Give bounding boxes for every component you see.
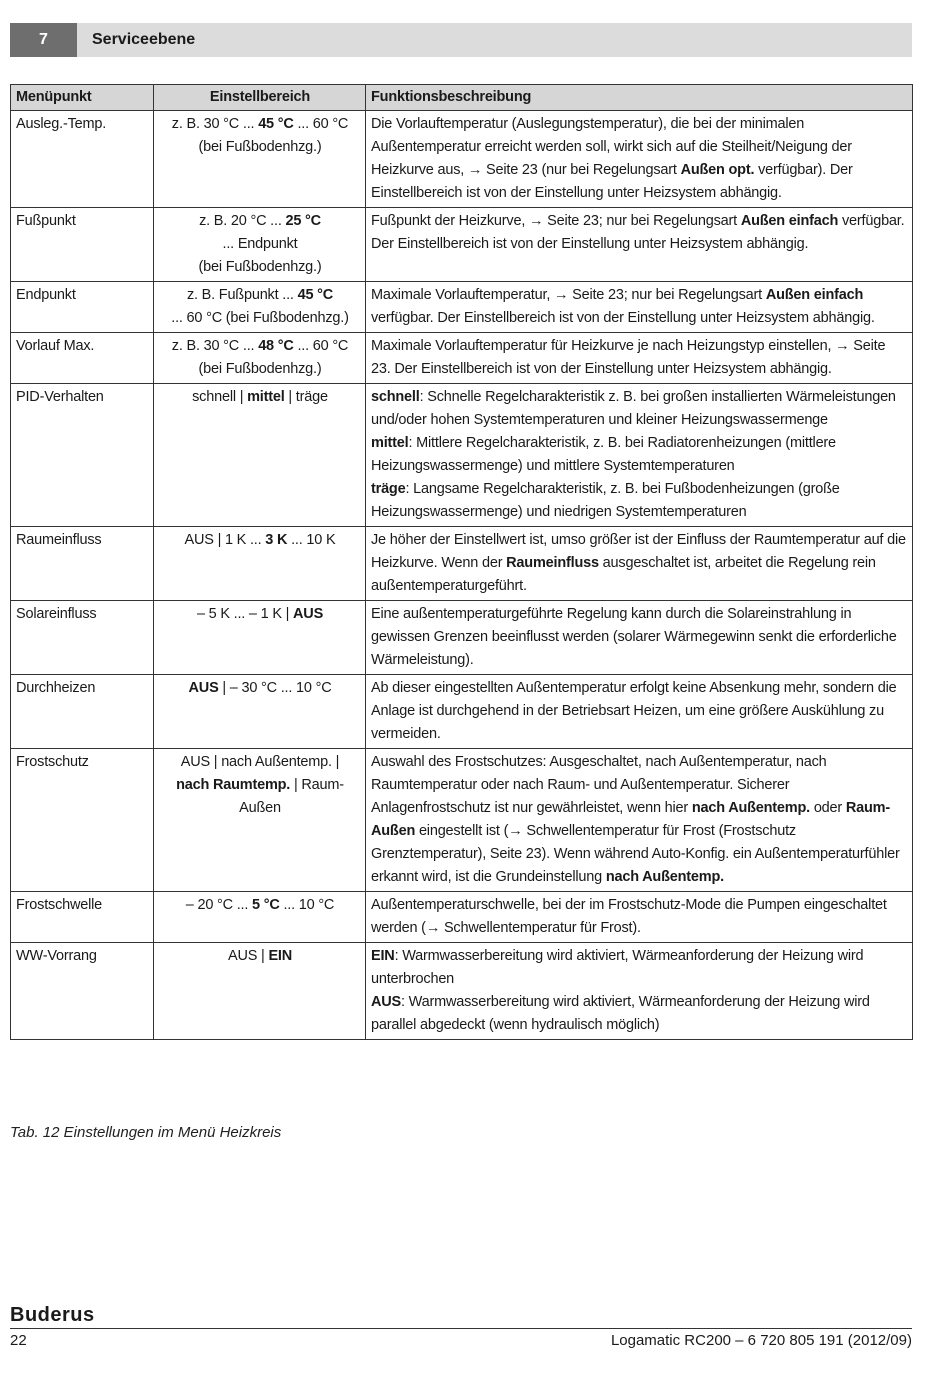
menu-item-cell: Durchheizen: [11, 675, 154, 749]
setting-range-cell: [154, 384, 366, 527]
document-reference: Logamatic RC200 – 6 720 805 191 (2012/09): [610, 1332, 912, 1349]
table-body: [11, 111, 913, 1040]
bold-text: nach Außentemp.: [691, 800, 810, 816]
table-row: [11, 282, 913, 333]
text: : Langsame Regelcharakteristik, z. B. bei Fußbodenheizungen (große Heizungswassermenge) und niedrigen Systemtemperaturen: [371, 481, 840, 520]
bold-text: 5 °C: [252, 897, 280, 913]
text: Eine außentemperaturgeführte Regelung kann durch die Solareinstrahlung in gewissen Grenzen beeinflusst werden (solarer Wärmegewinn senkt die erforderliche Wärmeleistung).: [371, 606, 897, 668]
bold-text: nach Raumtemp.: [176, 777, 291, 793]
range-line: [159, 603, 361, 626]
menu-item-cell: Vorlauf Max.: [11, 333, 154, 384]
text: schnell |: [192, 389, 248, 405]
text: Je höher der Einstellwert ist, umso größer ist der Einfluss der Raumtemperatur auf die Heizkurve. Wenn der: [371, 532, 906, 571]
menu-item-cell: Frostschwelle: [11, 892, 154, 943]
text: – 5 K ... – 1 K |: [196, 606, 294, 622]
menu-item-cell: WW-Vorrang: [11, 943, 154, 1040]
setting-range-cell: [154, 282, 366, 333]
setting-range-cell: [154, 892, 366, 943]
text: verfügbar. Der Einstellbereich ist von der Einstellung unter Heizsystem abhängig.: [371, 213, 905, 252]
text: ... 60 °C: [293, 338, 349, 354]
menu-item-cell: Frostschutz: [11, 749, 154, 892]
bold-text: Außen einfach: [765, 287, 864, 303]
brand-logo: Buderus: [10, 1304, 95, 1326]
text: | Raum-: [290, 777, 344, 793]
description-cell: [366, 111, 913, 208]
range-line: [159, 797, 361, 820]
text: AUS |: [227, 948, 269, 964]
text: ... 10 K: [287, 532, 336, 548]
text: : Warmwasserbereitung wird aktiviert, Wärmeanforderung der Heizung wird parallel abgedeckt (wenn hydraulisch möglich): [371, 994, 870, 1033]
description-cell: [366, 892, 913, 943]
text: : Mittlere Regelcharakteristik, z. B. bei Radiatorenheizungen (mittlere Heizungswassermenge) und mittlere Systemtemperaturen: [371, 435, 836, 474]
text: oder: [809, 800, 846, 816]
range-line: [159, 386, 361, 409]
bold-text: Außen opt.: [680, 162, 755, 178]
description-cell: [366, 601, 913, 675]
description-cell: [366, 282, 913, 333]
description-line: [371, 991, 908, 1037]
bold-text: EIN: [268, 948, 293, 964]
bold-text: 45 °C: [297, 287, 334, 303]
bold-text: AUS: [188, 680, 219, 696]
range-line: [159, 774, 361, 797]
table-row: [11, 892, 913, 943]
text: eingestellt ist (→ Schwellentemperatur für Frost (Frostschutz Grenztemperatur), Seite 23). Wenn während Auto-Konfig. ein Außentemperaturfühler erkannt wird, ist die Grundeinstellung: [371, 823, 900, 885]
text: z. B. 30 °C ...: [171, 116, 259, 132]
table-row: [11, 749, 913, 892]
menu-item-cell: Raumeinfluss: [11, 527, 154, 601]
range-line: [159, 284, 361, 307]
description-line: [371, 386, 908, 432]
table-row: [11, 943, 913, 1040]
table-row: [11, 384, 913, 527]
text: : Schnelle Regelcharakteristik z. B. bei großen installierten Wärmeleistungen und/oder hohen Systemtemperaturen und kleiner Heizungswassermenge: [371, 389, 896, 428]
table-row: [11, 208, 913, 282]
range-line: [159, 945, 361, 968]
description-line: [371, 284, 908, 330]
text: Fußpunkt der Heizkurve, → Seite 23; nur bei Regelungsart: [371, 213, 741, 229]
table-row: [11, 675, 913, 749]
text: AUS | 1 K ...: [184, 532, 266, 548]
setting-range-cell: [154, 601, 366, 675]
description-line: [371, 945, 908, 991]
description-cell: [366, 208, 913, 282]
bold-text: 45 °C: [258, 116, 294, 132]
description-line: [371, 210, 908, 256]
setting-range-cell: [154, 943, 366, 1040]
setting-range-cell: [154, 208, 366, 282]
text: Maximale Vorlauftemperatur, → Seite 23; nur bei Regelungsart: [371, 287, 766, 303]
table-row: [11, 527, 913, 601]
range-line: [159, 529, 361, 552]
table-row: [11, 333, 913, 384]
table-row: [11, 111, 913, 208]
text: ... 60 °C: [293, 116, 349, 132]
chapter-header: [10, 23, 912, 57]
text: z. B. 30 °C ...: [171, 338, 259, 354]
description-line: [371, 751, 908, 889]
text: Auswahl des Frostschutzes: Ausgeschaltet, nach Außentemperatur, nach Raumtemperatur oder nach Raum- und Außentemperatur. Sicherer Anlagenfrostschutz ist nur gewährleistet, wenn hier: [371, 754, 827, 816]
bold-text: mittel: [247, 389, 285, 405]
description-line: [371, 603, 908, 672]
range-line: [159, 358, 361, 381]
text: ... 10 °C: [279, 897, 335, 913]
bold-text: mittel: [371, 435, 409, 451]
text: | träge: [284, 389, 328, 405]
description-line: [371, 335, 908, 381]
setting-range-cell: [154, 527, 366, 601]
description-line: [371, 677, 908, 746]
description-cell: [366, 675, 913, 749]
text: Maximale Vorlauftemperatur für Heizkurve je nach Heizungstyp einstellen, → Seite 23. Der Einstellbereich ist von der Einstellung unter Heizsystem abhängig.: [371, 338, 886, 377]
text: : Warmwasserbereitung wird aktiviert, Wärmeanforderung der Heizung wird unterbrochen: [371, 948, 864, 987]
bold-text: Raum-Außen: [371, 800, 890, 839]
setting-range-cell: [154, 675, 366, 749]
text: ausgeschaltet ist, arbeitet die Regelung rein außentemperaturgeführt.: [371, 555, 876, 594]
description-cell: [366, 384, 913, 527]
menu-item-cell: Fußpunkt: [11, 208, 154, 282]
setting-range-cell: [154, 749, 366, 892]
text: ... Endpunkt: [222, 236, 298, 252]
setting-range-cell: [154, 111, 366, 208]
range-line: [159, 233, 361, 256]
table-row: [11, 601, 913, 675]
range-line: [159, 751, 361, 774]
description-cell: [366, 333, 913, 384]
chapter-number: 7: [10, 23, 77, 57]
range-line: [159, 136, 361, 159]
table-header-row: [11, 85, 913, 111]
text: verfügbar). Der Einstellbereich ist von der Einstellung unter Heizsystem abhängig.: [371, 162, 853, 201]
text: ... 60 °C (bei Fußbodenhzg.): [171, 310, 349, 326]
bold-text: 48 °C: [258, 338, 294, 354]
text: Ab dieser eingestellten Außentemperatur erfolgt keine Absenkung mehr, sondern die Anlage ist durchgehend in der Betriebsart Heizen, um eine größere Auskühlung zu vermeiden.: [371, 680, 897, 742]
description-line: [371, 894, 908, 940]
range-line: [159, 894, 361, 917]
bold-text: nach Außentemp.: [605, 869, 724, 885]
description-line: [371, 478, 908, 524]
text: – 20 °C ...: [185, 897, 253, 913]
range-line: [159, 256, 361, 279]
description-line: [371, 113, 908, 205]
text: Außentemperaturschwelle, bei der im Frostschutz-Mode die Pumpen eingeschaltet werden (→ Schwellentemperatur für Frost).: [371, 897, 887, 936]
text: z. B. Fußpunkt ...: [186, 287, 298, 303]
text: (bei Fußbodenhzg.): [198, 139, 322, 155]
text: verfügbar. Der Einstellbereich ist von der Einstellung unter Heizsystem abhängig.: [371, 310, 875, 326]
description-line: [371, 529, 908, 598]
bold-text: 3 K: [265, 532, 288, 548]
range-line: [159, 113, 361, 136]
text: z. B. 20 °C ...: [199, 213, 286, 229]
setting-range-cell: [154, 333, 366, 384]
text: Die Vorlauftemperatur (Auslegungstemperatur), die bei der minimalen Außentemperatur erreicht werden soll, wirkt sich auf die Steilheit/Neigung der Heizkurve aus, → Seite 23 (nur bei Regelungsart: [371, 116, 852, 178]
text: (bei Fußbodenhzg.): [198, 259, 322, 275]
menu-item-cell: Solareinfluss: [11, 601, 154, 675]
range-line: [159, 677, 361, 700]
bold-text: träge: [371, 481, 406, 497]
footer-divider: [10, 1328, 912, 1329]
bold-text: AUS: [371, 994, 402, 1010]
text: Außen: [239, 800, 281, 816]
bold-text: Raumeinfluss: [506, 555, 599, 571]
menu-item-cell: Ausleg.-Temp.: [11, 111, 154, 208]
menu-item-cell: Endpunkt: [11, 282, 154, 333]
column-header-menu: Menüpunkt: [11, 85, 154, 111]
settings-table: [10, 84, 913, 1040]
bold-text: 25 °C: [285, 213, 321, 229]
bold-text: schnell: [371, 389, 420, 405]
description-cell: [366, 943, 913, 1040]
bold-text: EIN: [371, 948, 395, 964]
text: AUS | nach Außentemp. |: [180, 754, 340, 770]
column-header-description: Funktionsbeschreibung: [366, 85, 913, 111]
table-caption: Tab. 12 Einstellungen im Menü Heizkreis: [10, 1124, 282, 1141]
description-line: [371, 432, 908, 478]
page-number: 22: [10, 1332, 27, 1349]
text: (bei Fußbodenhzg.): [198, 361, 322, 377]
description-cell: [366, 749, 913, 892]
text: | – 30 °C ... 10 °C: [218, 680, 332, 696]
range-line: [159, 335, 361, 358]
description-cell: [366, 527, 913, 601]
bold-text: AUS: [293, 606, 324, 622]
bold-text: Außen einfach: [740, 213, 839, 229]
range-line: [159, 307, 361, 330]
column-header-range: Einstellbereich: [154, 85, 366, 111]
menu-item-cell: PID-Verhalten: [11, 384, 154, 527]
chapter-title: Serviceebene: [92, 31, 196, 48]
range-line: [159, 210, 361, 233]
